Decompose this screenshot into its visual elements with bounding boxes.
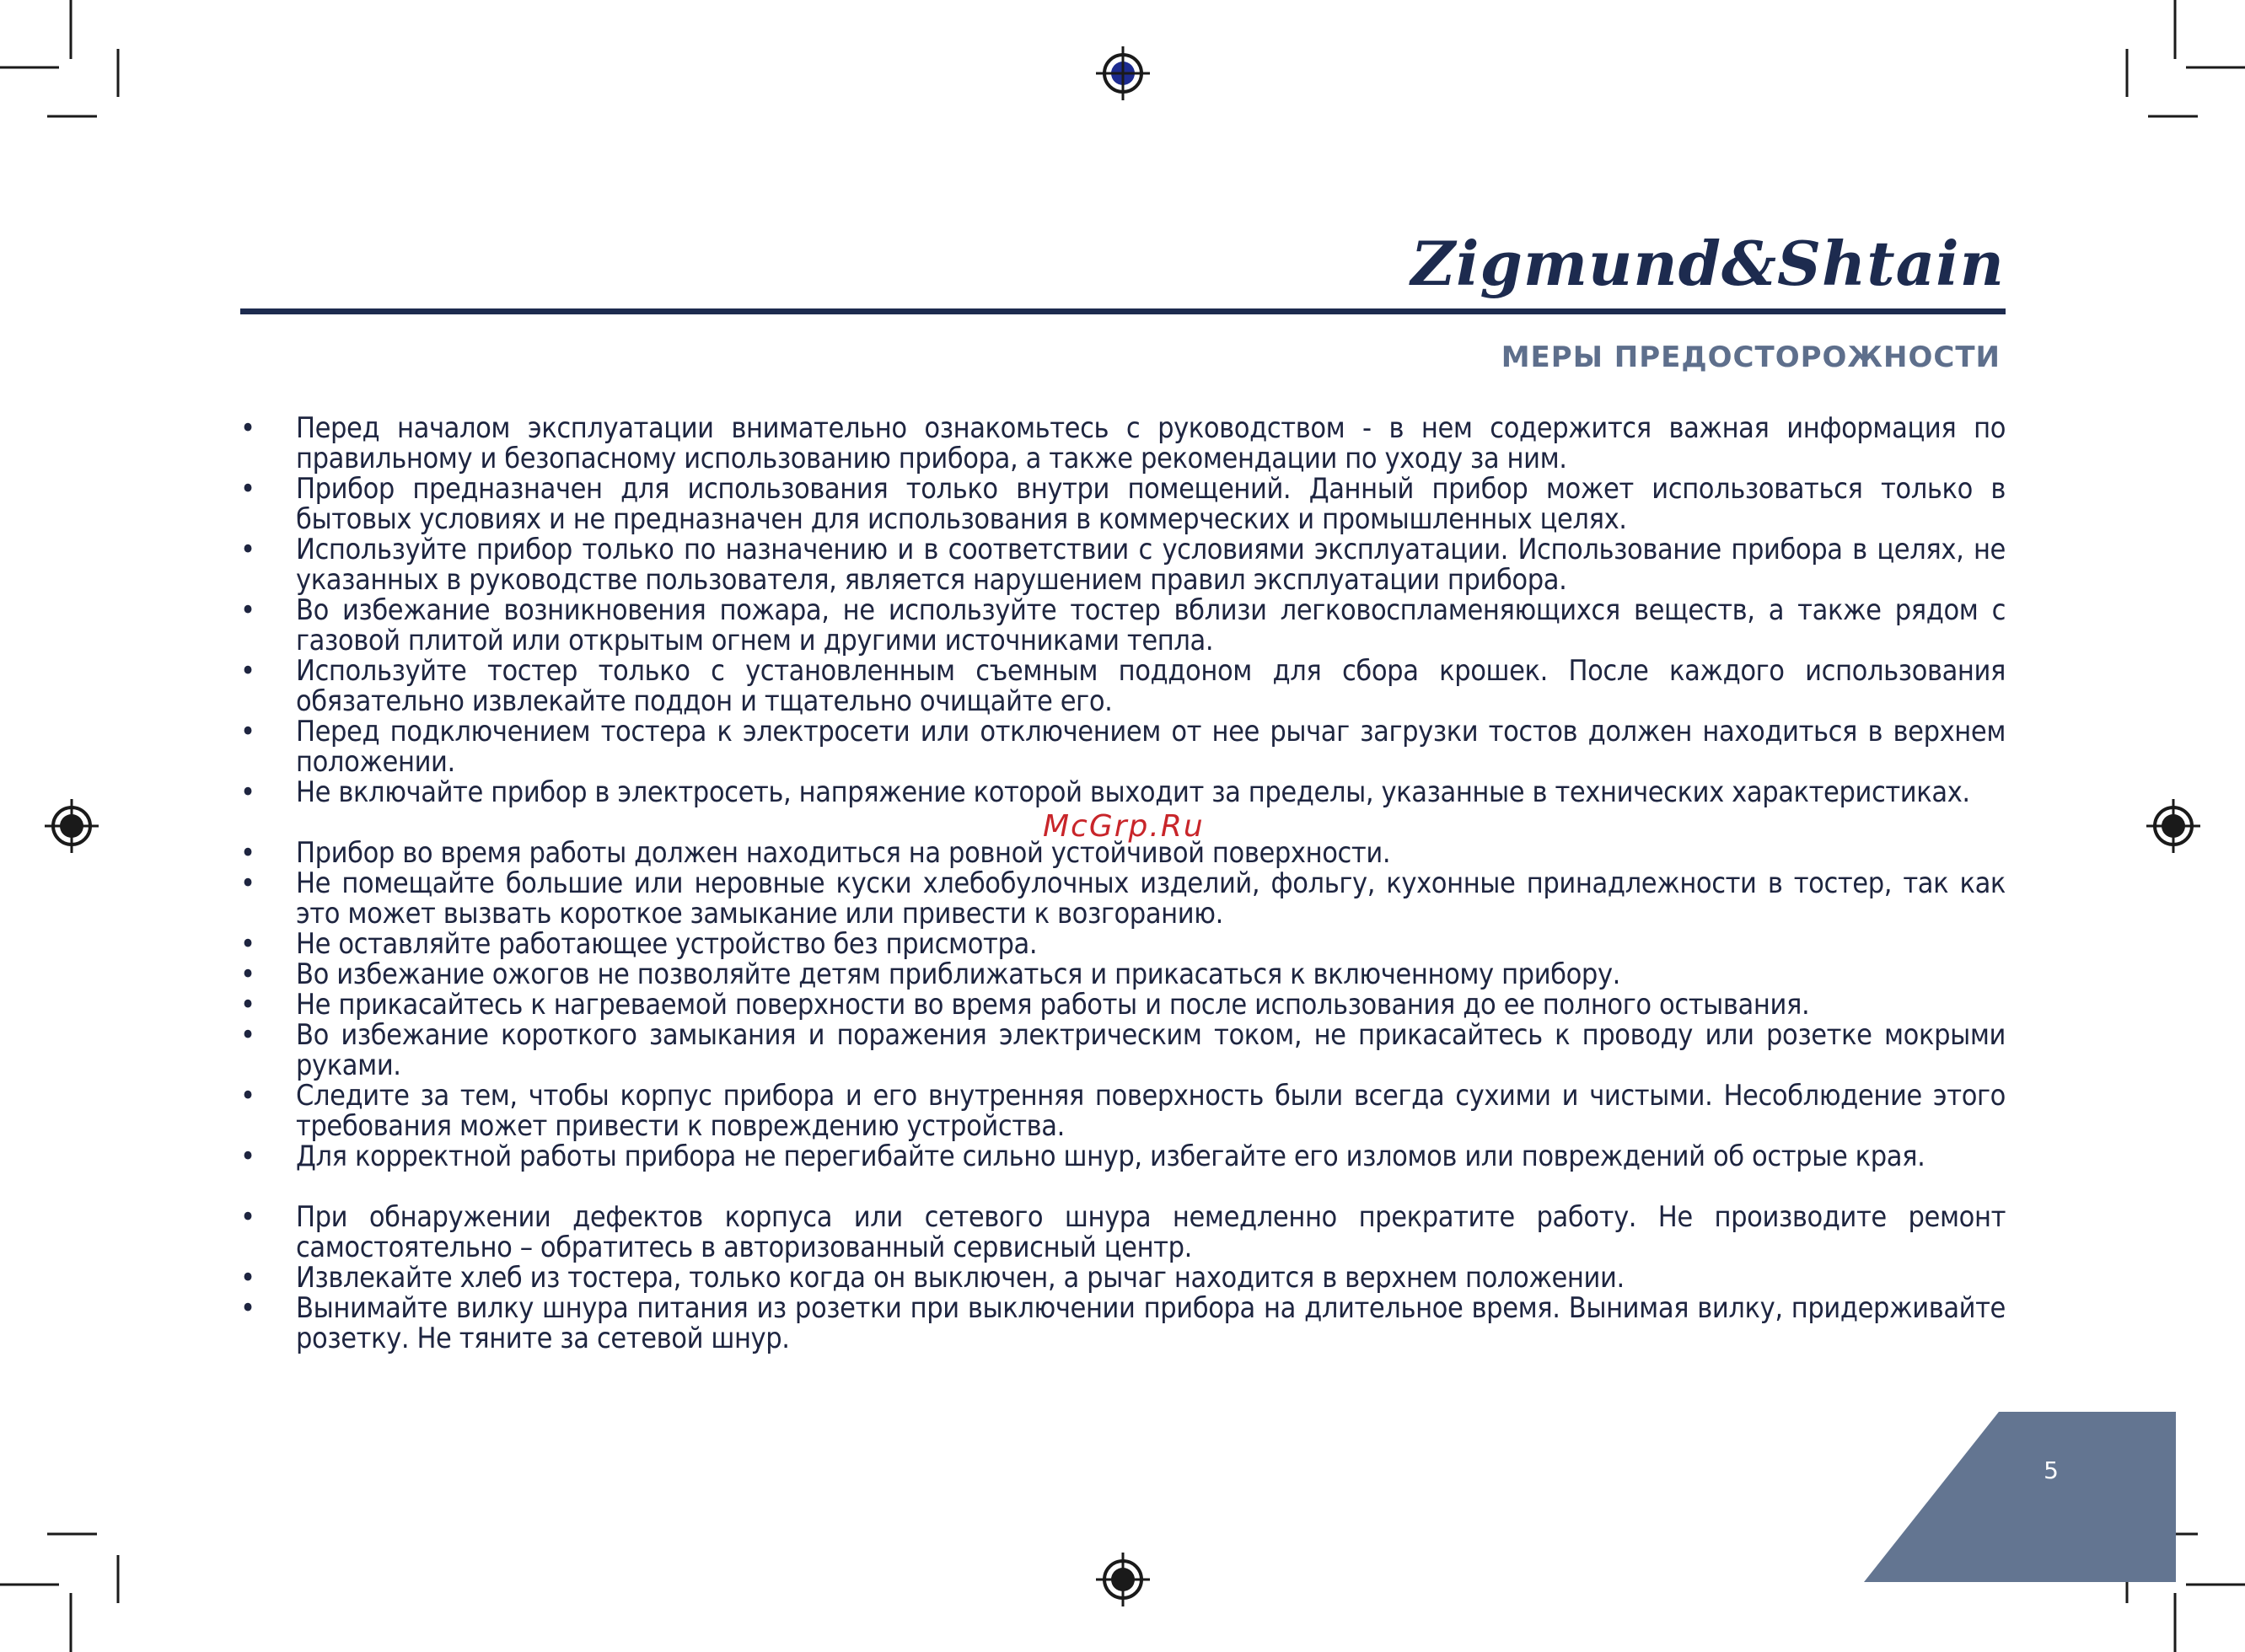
list-item: • Перед подключением тостера к электросети или отключением от нее рычаг загрузки тостов должен находиться в верхнем положении. [240, 716, 2006, 777]
header-rule [240, 308, 2006, 314]
list-item: • При обнаружении дефектов корпуса или сетевого шнура немедленно прекратите работу. Не производите ремонт самостоятельно – обратитесь в авторизованный сервисный центр. [240, 1202, 2006, 1263]
registration-target-bottom [1096, 1553, 1150, 1606]
section-title: МЕРЫ ПРЕДОСТОРОЖНОСТИ [1501, 341, 2001, 374]
registration-target-right [2146, 799, 2200, 853]
registration-target-top [1096, 46, 1150, 100]
list-item: • Прибор во время работы должен находиться на ровной устойчивой поверхности. [240, 838, 2006, 868]
list-item: • Не оставляйте работающее устройство без присмотра. [240, 929, 2006, 959]
list-item: • Извлекайте хлеб из тостера, только когда он выключен, а рычаг находится в верхнем положении. [240, 1263, 2006, 1293]
list-item: • Не прикасайтесь к нагреваемой поверхности во время работы и после использования до ее полного остывания. [240, 990, 2006, 1020]
list-item: • Используйте тостер только с установленным съемным поддоном для сбора крошек. После каждого использования обязательно извлекайте поддон и тщательно очищайте его. [240, 656, 2006, 716]
list-item: • Используйте прибор только по назначению и в соответствии с условиями эксплуатации. Использование прибора в целях, не указанных в руководстве пользователя, является нарушением правил эксплуатации прибора. [240, 534, 2006, 595]
list-item: • Во избежание ожогов не позволяйте детям приближаться и прикасаться к включенному прибору. [240, 959, 2006, 990]
brand-logo: Zigmund&Shtain [1410, 228, 2005, 299]
list-item: • Следите за тем, чтобы корпус прибора и его внутренняя поверхность были всегда сухими и чистыми. Несоблюдение этого требования может привести к повреждению устройства. [240, 1081, 2006, 1141]
registration-target-left [45, 799, 99, 853]
page-number-tab [1864, 1412, 2176, 1582]
page-number: 5 [2044, 1456, 2059, 1484]
list-item: • Не помещайте большие или неровные куски хлебобулочных изделий, фольгу, кухонные принадлежности в тостер, так как это может вызвать короткое замыкание или привести к возгоранию. [240, 868, 2006, 929]
list-item: • Для корректной работы прибора не перегибайте сильно шнур, избегайте его изломов или повреждений об острые края. [240, 1141, 2006, 1202]
watermark: McGrp.Ru [1043, 809, 1205, 844]
list-item: • Во избежание короткого замыкания и поражения электрическим током, не прикасайтесь к проводу или розетке мокрыми руками. [240, 1020, 2006, 1081]
list-item: • Во избежание возникновения пожара, не используйте тостер вблизи легковоспламеняющихся веществ, а также рядом с газовой плитой или открытым огнем и другими источниками тепла. [240, 595, 2006, 656]
list-item: • Перед началом эксплуатации внимательно ознакомьтесь с руководством - в нем содержится важная информация по правильному и безопасному использованию прибора, а также рекомендации по уходу за ним. [240, 413, 2006, 474]
precautions-list [240, 413, 2006, 1354]
list-item: • Вынимайте вилку шнура питания из розетки при выключении прибора на длительное время. Вынимая вилку, придерживайте розетку. Не тяните за сетевой шнур. [240, 1293, 2006, 1354]
list-item: • Прибор предназначен для использования только внутри помещений. Данный прибор может использоваться только в бытовых условиях и не предназначен для использования в коммерческих и промышленных целях. [240, 474, 2006, 534]
list-item: • Не включайте прибор в электросеть, напряжение которой выходит за пределы, указанные в технических характеристиках. [240, 777, 2006, 838]
